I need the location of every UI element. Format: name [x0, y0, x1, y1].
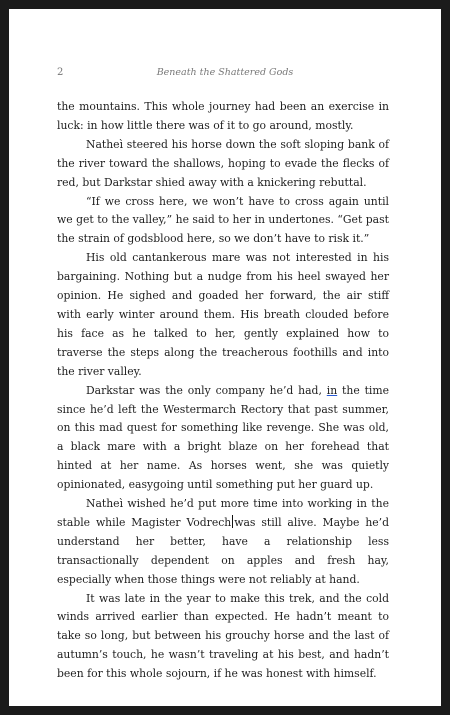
paragraph [57, 382, 389, 495]
highlighted-word[interactable]: in [326, 383, 338, 397]
paragraph: It was late in the year to make this trek, and the cold winds arrived earlier than expected. He hadn’t meant to take so long, but between his grouchy horse and the last of autumn’s touch, he wasn’t traveling at his best, and hadn’t been for this whole sojourn, if he was honest with himself. [57, 591, 389, 681]
paragraph: “If we cross here, we won’t have to cross again until we get to the valley,” he said to her in undertones. “Get past the strain of godsblood here, so we don’t have to risk it.” [57, 194, 389, 246]
paragraph: His old cantankerous mare was not interested in his bargaining. Nothing but a nudge from his heel swayed her opinion. He sighed and goaded her forward, the air stiff with early winter around them. His breath clouded before his face as he talked to her, gently explained how to traverse the steps along the treacherous foothills and into the river valley. [57, 251, 389, 378]
book-page [9, 9, 441, 706]
body-text[interactable] [57, 98, 389, 684]
paragraph: the mountains. This whole journey had been an exercise in luck: in how little there was of it to go around, mostly. [57, 100, 389, 132]
paragraph-text: Darkstar was the only company he’d had, [86, 383, 327, 397]
page-header [9, 67, 441, 83]
paragraph-text: the time since he’d left the Westermarch Rectory that past summer, on this mad quest for something like revenge. She was old, a black mare with a bright blaze on her forehead that hinted at her name. As horses went, she was quietly opinionated, easygoing until something put her guard up. [57, 383, 389, 492]
running-title: Beneath the Shattered Gods [156, 67, 294, 78]
paragraph-text: was still alive. Maybe he’d understand her better, have a relationship less transactionally dependent on apples and fresh hay, especially when those things were not reliably at hand. [57, 515, 390, 586]
page-number: 2 [57, 67, 64, 78]
paragraph-text: Natheì wished he’d put more time into working in the stable while Magister Vodrech [57, 497, 389, 529]
paragraph [57, 495, 389, 590]
paragraph: Natheì steered his horse down the soft sloping bank of the river toward the shallows, hoping to evade the flecks of red, but Darkstar shied away with a knickering rebuttal. [57, 137, 389, 189]
